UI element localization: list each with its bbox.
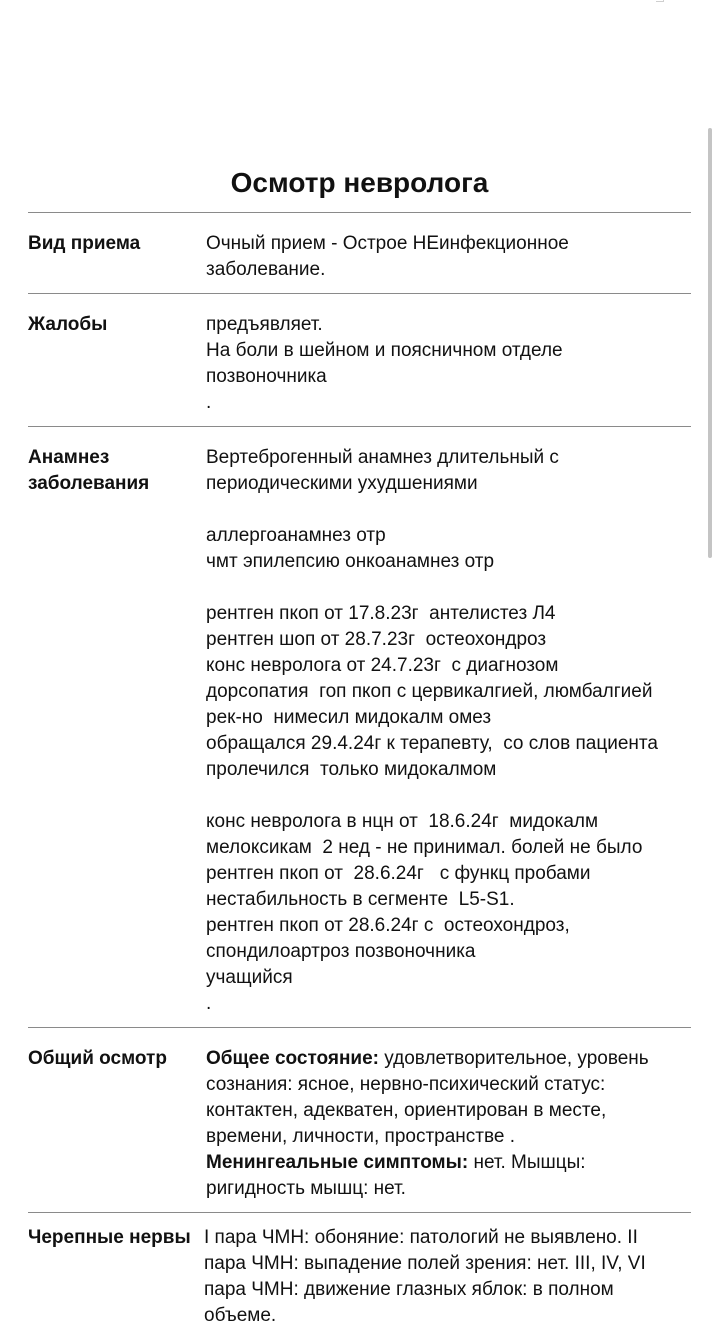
row-anamnesis bbox=[28, 426, 691, 1027]
row-label-anamnesis: Анамнез заболевания bbox=[28, 447, 150, 494]
meningeal-text: нет. Мышцы: ригидность мышц: нет. bbox=[206, 1152, 586, 1199]
row-label-general-exam: Общий осмотр bbox=[28, 1048, 167, 1069]
row-complaints bbox=[28, 293, 691, 426]
page-title: Осмотр невролога bbox=[230, 167, 489, 198]
row-value-anamnesis: Вертеброгенный анамнез длительный с периодическими ухудшениями аллергоанамнез отр чмт эпилепсию онкоанамнез отр рентген пкоп от 17.8.23г антелистез Л4 рентген шоп от 28.7.23г остеохондроз конс невролога от 24.7.23г с диагнозом дорсопатия гоп пкоп с цервикалгией, люмбалгией рек-но нимесил мидокалм омез обращался 29.4.24г к терапевту, со слов пациента пролечился только мидокалмом конс невролога в нцн от 18.6.24г мидокалм мелоксикам 2 нед - не принимал. болей не было рентген пкоп от 28.6.24г с функц пробами нестабильность в сегменте L5-S1. рентген пкоп от 28.6.24г с остеохондроз, спондилоартроз позвоночника учащийся . bbox=[206, 447, 658, 1014]
row-value-complaints: предъявляет. На боли в шейном и поясничном отделе позвоночника . bbox=[206, 314, 563, 413]
meningeal-heading: Менингеальные симптомы: bbox=[206, 1152, 469, 1173]
exam-table bbox=[28, 212, 691, 1339]
general-state-text: удовлетворительное, уровень сознания: ясное, нервно-психический статус: контактен, адекватен, ориентирован в месте, времени, личности, пространстве . bbox=[206, 1048, 649, 1147]
row-label-visit-type: Вид приема bbox=[28, 233, 141, 254]
row-value-cranial-nerves: I пара ЧМН: обоняние: патологий не выявлено. II пара ЧМН: выпадение полей зрения: нет. III, IV, VI пара ЧМН: движение глазных яблок: в полном объеме. bbox=[204, 1227, 646, 1326]
general-state-heading: Общее состояние: bbox=[206, 1048, 379, 1069]
row-value-visit-type: Очный прием - Острое НЕинфекционное заболевание. bbox=[206, 233, 569, 280]
row-label-complaints: Жалобы bbox=[28, 314, 108, 335]
row-cranial-nerves bbox=[28, 1212, 691, 1339]
row-label-cranial-nerves: Черепные нервы bbox=[28, 1227, 191, 1248]
row-general-exam bbox=[28, 1027, 691, 1212]
corner-mark bbox=[656, 0, 664, 2]
row-visit-type bbox=[28, 212, 691, 293]
row-value-general-exam bbox=[206, 1046, 691, 1202]
